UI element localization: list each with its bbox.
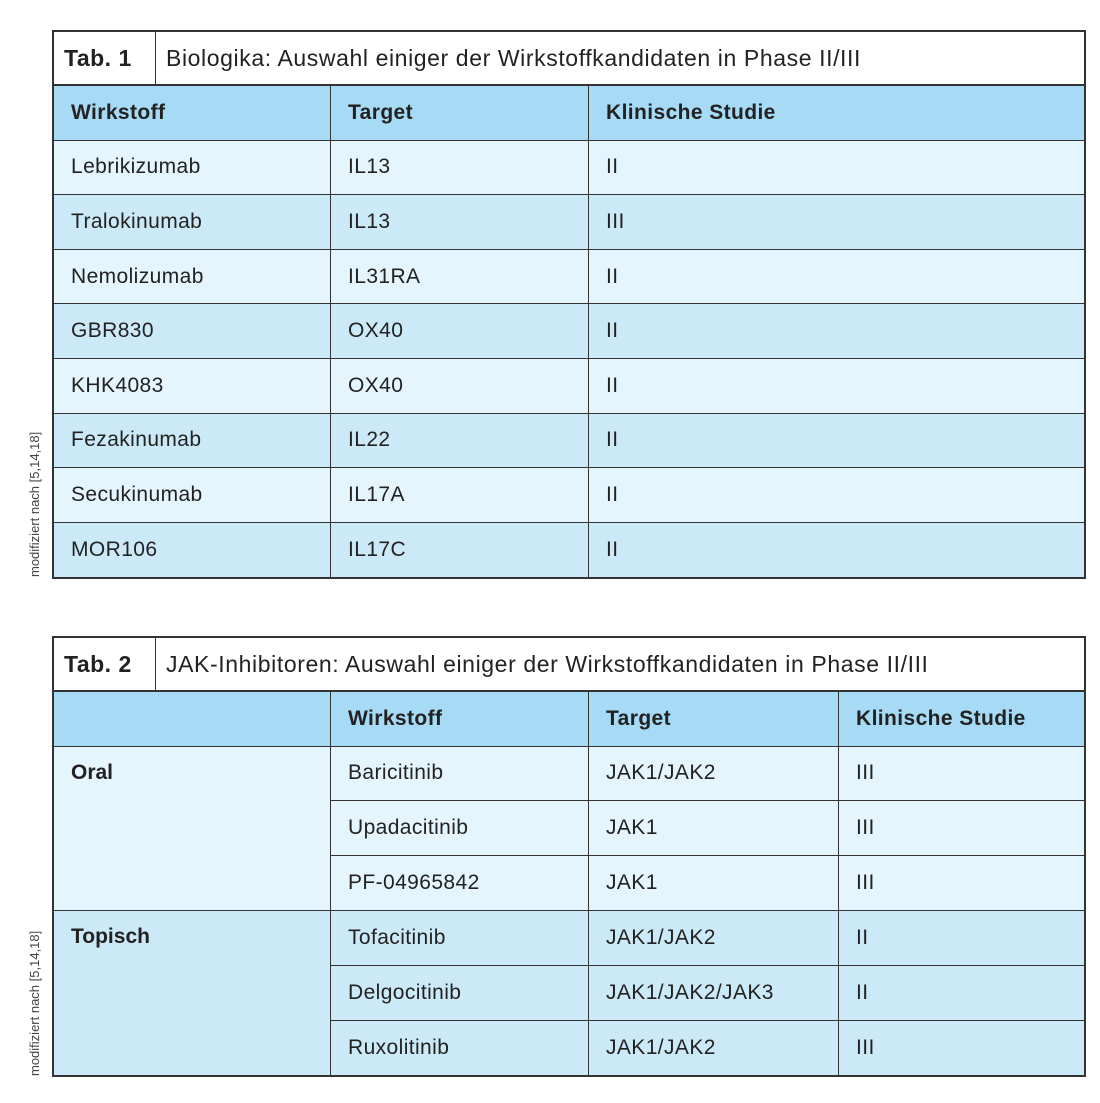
group-label: Topisch [54,911,331,1075]
table-biologika [52,30,1086,579]
cell-target: JAK1 [589,856,839,911]
table-header-row [54,86,1084,141]
cell-klinische-studie: II [606,482,619,506]
cell-klinische-studie: III [856,871,875,895]
cell-target: OX40 [331,359,589,413]
table-row [331,1021,1084,1076]
table-row [54,414,1084,469]
cell-wirkstoff: Tofacitinib [331,911,589,965]
cell-klinische-studie: II [606,319,619,343]
cell-target: JAK1/JAK2/JAK3 [589,966,839,1020]
table-row [54,250,1084,305]
header-klinische-studie: Klinische Studie [606,100,776,124]
cell-wirkstoff: Baricitinib [331,747,589,801]
cell-klinische-studie: III [856,815,875,839]
cell-target: IL17A [331,468,589,522]
table-row [54,523,1084,578]
row-group [54,911,1084,1075]
table-row [54,141,1084,196]
row-group [54,747,1084,912]
table-row [54,359,1084,414]
cell-wirkstoff: Lebrikizumab [54,141,331,195]
cell-target: JAK1/JAK2 [589,1021,839,1076]
header-wirkstoff: Wirkstoff [331,692,589,746]
table-row [331,911,1084,966]
table-title-bar [54,32,1084,86]
header-wirkstoff: Wirkstoff [54,86,331,140]
cell-wirkstoff: Delgocitinib [331,966,589,1020]
cell-wirkstoff: Fezakinumab [54,414,331,468]
cell-klinische-studie: III [606,209,625,233]
source-note-table1: modifiziert nach [5,14,18] [27,431,42,577]
cell-target: JAK1 [589,801,839,855]
cell-wirkstoff: Tralokinumab [54,195,331,249]
cell-klinische-studie: III [856,761,875,785]
cell-target: IL13 [331,195,589,249]
table-row [331,801,1084,856]
cell-wirkstoff: PF-04965842 [331,856,589,911]
cell-klinische-studie: II [606,373,619,397]
cell-wirkstoff: MOR106 [54,523,331,578]
cell-wirkstoff: Secukinumab [54,468,331,522]
cell-klinische-studie: II [606,264,619,288]
table-title-bar [54,638,1084,692]
cell-target: JAK1/JAK2 [589,911,839,965]
cell-target: JAK1/JAK2 [589,747,839,801]
table-row [54,304,1084,359]
table-header-row [54,692,1084,747]
header-group [54,692,331,746]
group-label: Oral [54,747,331,911]
cell-target: OX40 [331,304,589,358]
table-row [331,747,1084,802]
table-number: Tab. 2 [54,638,156,690]
cell-wirkstoff: Ruxolitinib [331,1021,589,1076]
table-row [54,468,1084,523]
header-target: Target [331,86,589,140]
table-body [54,141,1084,578]
cell-target: IL17C [331,523,589,578]
cell-target: IL31RA [331,250,589,304]
table-title: Biologika: Auswahl einiger der Wirkstoffkandidaten in Phase II/III [166,44,862,71]
cell-target: IL13 [331,141,589,195]
table-title: JAK-Inhibitoren: Auswahl einiger der Wirkstoffkandidaten in Phase II/III [166,650,929,677]
cell-wirkstoff: KHK4083 [54,359,331,413]
source-note-table2: modifiziert nach [5,14,18] [27,930,42,1076]
header-target: Target [589,692,839,746]
cell-klinische-studie: II [606,155,619,179]
table-number: Tab. 1 [54,32,156,84]
cell-target: IL22 [331,414,589,468]
table-row [331,856,1084,911]
table-row [331,966,1084,1021]
table-jak-inhibitoren [52,636,1086,1077]
cell-wirkstoff: GBR830 [54,304,331,358]
cell-klinische-studie: II [606,428,619,452]
table-row [54,195,1084,250]
cell-wirkstoff: Upadacitinib [331,801,589,855]
cell-klinische-studie: II [856,980,869,1004]
table-body [54,747,1084,1076]
cell-wirkstoff: Nemolizumab [54,250,331,304]
cell-klinische-studie: III [856,1035,875,1059]
cell-klinische-studie: II [856,926,869,950]
header-klinische-studie: Klinische Studie [856,706,1026,730]
cell-klinische-studie: II [606,538,619,562]
